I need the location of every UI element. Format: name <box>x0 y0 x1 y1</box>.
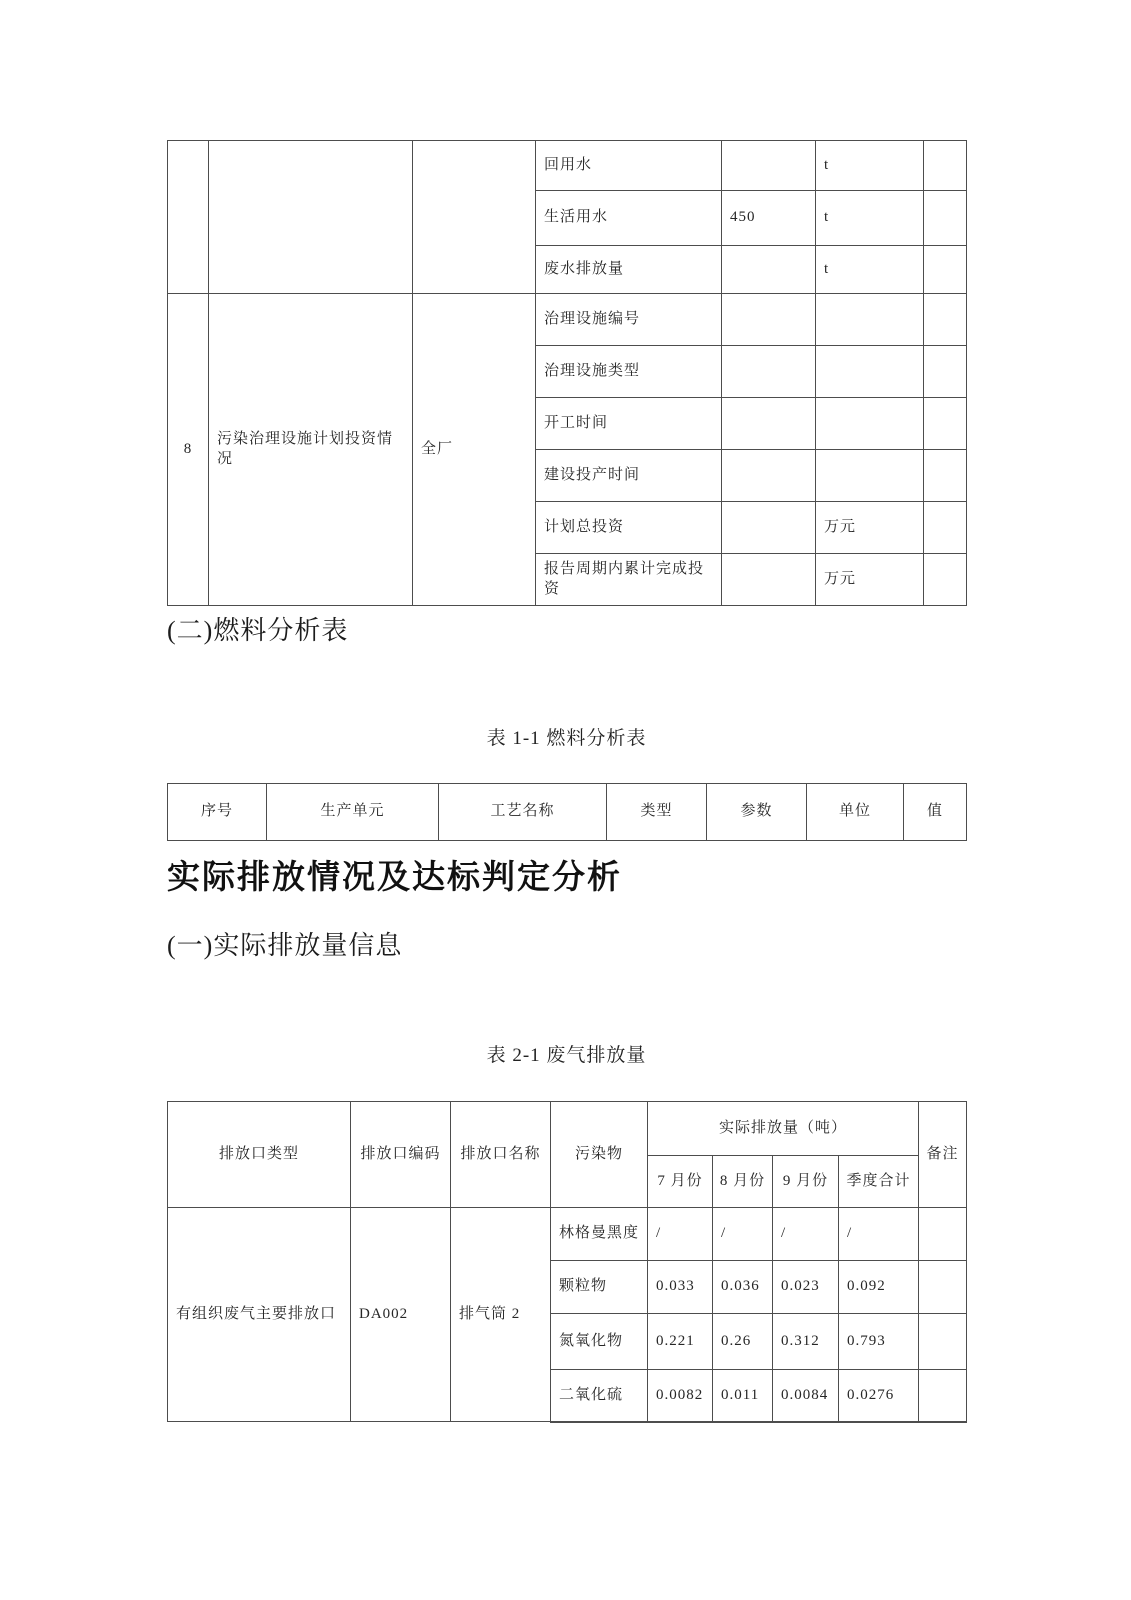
cell-unit <box>816 294 924 346</box>
cell-unit <box>816 346 924 398</box>
cell-outlet-code: DA002 <box>351 1208 451 1422</box>
fuel-analysis-table <box>167 783 967 841</box>
column-header-month: 季度合计 <box>839 1156 919 1208</box>
cell-month-value: 0.26 <box>713 1314 773 1370</box>
cell-value <box>722 554 816 606</box>
cell-row-item: 污染治理设施计划投资情况 <box>209 294 413 606</box>
cell-unit <box>816 450 924 502</box>
cell-pollutant: 氮氧化物 <box>551 1314 648 1370</box>
gas-emission-table <box>167 1101 967 1423</box>
cell-month-value: 0.036 <box>713 1261 773 1314</box>
cell-value <box>722 398 816 450</box>
cell-label: 生活用水 <box>536 191 722 246</box>
column-header-actual-emission: 实际排放量（吨） <box>648 1102 919 1156</box>
cell-extra <box>924 246 967 294</box>
cell-value <box>722 450 816 502</box>
column-header-outlet-type: 排放口类型 <box>168 1102 351 1208</box>
table-caption-1-1: 表 1-1 燃料分析表 <box>486 728 647 749</box>
column-header-outlet-name: 排放口名称 <box>451 1102 551 1208</box>
column-header-month: 9 月份 <box>773 1156 839 1208</box>
cell-outlet-name: 排气筒 2 <box>451 1208 551 1422</box>
cell-value <box>722 246 816 294</box>
cell-month-value: 0.023 <box>773 1261 839 1314</box>
column-header: 参数 <box>707 784 807 841</box>
cell-quarter-total: / <box>839 1208 919 1261</box>
column-header: 序号 <box>168 784 267 841</box>
column-header: 类型 <box>607 784 707 841</box>
cell-pollutant: 二氧化硫 <box>551 1370 648 1422</box>
cell-note <box>919 1370 967 1422</box>
cell-extra <box>924 554 967 606</box>
cell-row-index: 8 <box>168 294 209 606</box>
column-header-month: 7 月份 <box>648 1156 713 1208</box>
cell-extra <box>924 191 967 246</box>
cell-month-value: / <box>773 1208 839 1261</box>
cell-month-value: 0.033 <box>648 1261 713 1314</box>
cell-pollutant: 林格曼黑度 <box>551 1208 648 1261</box>
cell-month-value: 0.221 <box>648 1314 713 1370</box>
cell-label: 计划总投资 <box>536 502 722 554</box>
cell-label: 报告周期内累计完成投资 <box>536 554 722 606</box>
cell-extra <box>924 450 967 502</box>
cell-unit <box>816 398 924 450</box>
column-header-month: 8 月份 <box>713 1156 773 1208</box>
cell-extra <box>924 346 967 398</box>
cell-label: 建设投产时间 <box>536 450 722 502</box>
column-header-note: 备注 <box>919 1102 967 1208</box>
cell-value <box>722 294 816 346</box>
cell-pollutant: 颗粒物 <box>551 1261 648 1314</box>
cell-extra <box>924 502 967 554</box>
cell-value <box>722 502 816 554</box>
cell-note <box>919 1314 967 1370</box>
cell-extra <box>924 398 967 450</box>
cell-item-empty <box>209 141 413 294</box>
cell-index-empty <box>168 141 209 294</box>
cell-unit: t <box>816 141 924 191</box>
cell-month-value: 0.0084 <box>773 1370 839 1422</box>
cell-label: 回用水 <box>536 141 722 191</box>
cell-extra <box>924 141 967 191</box>
section-heading-fuel: (二)燃料分析表 <box>167 616 349 645</box>
cell-extra <box>924 294 967 346</box>
cell-label: 开工时间 <box>536 398 722 450</box>
column-header: 值 <box>904 784 967 841</box>
cell-outlet-type: 有组织废气主要排放口 <box>168 1208 351 1422</box>
cell-value <box>722 346 816 398</box>
cell-month-value: 0.011 <box>713 1370 773 1422</box>
cell-note <box>919 1208 967 1261</box>
cell-month-value: / <box>648 1208 713 1261</box>
cell-quarter-total: 0.793 <box>839 1314 919 1370</box>
cell-label: 治理设施编号 <box>536 294 722 346</box>
facility-investment-table <box>167 140 967 606</box>
cell-value <box>722 141 816 191</box>
cell-unit: 万元 <box>816 554 924 606</box>
cell-month-value: / <box>713 1208 773 1261</box>
cell-unit: 万元 <box>816 502 924 554</box>
cell-unit: t <box>816 191 924 246</box>
cell-quarter-total: 0.092 <box>839 1261 919 1314</box>
cell-label: 治理设施类型 <box>536 346 722 398</box>
cell-value: 450 <box>722 191 816 246</box>
cell-row-scope: 全厂 <box>413 294 536 606</box>
cell-note <box>919 1261 967 1314</box>
cell-unit: t <box>816 246 924 294</box>
cell-quarter-total: 0.0276 <box>839 1370 919 1422</box>
cell-scope-empty <box>413 141 536 294</box>
cell-month-value: 0.0082 <box>648 1370 713 1422</box>
cell-month-value: 0.312 <box>773 1314 839 1370</box>
column-header: 单位 <box>807 784 904 841</box>
column-header-pollutant: 污染物 <box>551 1102 648 1208</box>
column-header: 工艺名称 <box>439 784 607 841</box>
page-title: 实际排放情况及达标判定分析 <box>167 860 622 896</box>
section-heading-actual-emission: (一)实际排放量信息 <box>167 931 403 960</box>
column-header-outlet-code: 排放口编码 <box>351 1102 451 1208</box>
table-caption-2-1: 表 2-1 废气排放量 <box>486 1045 647 1066</box>
cell-label: 废水排放量 <box>536 246 722 294</box>
column-header: 生产单元 <box>267 784 439 841</box>
